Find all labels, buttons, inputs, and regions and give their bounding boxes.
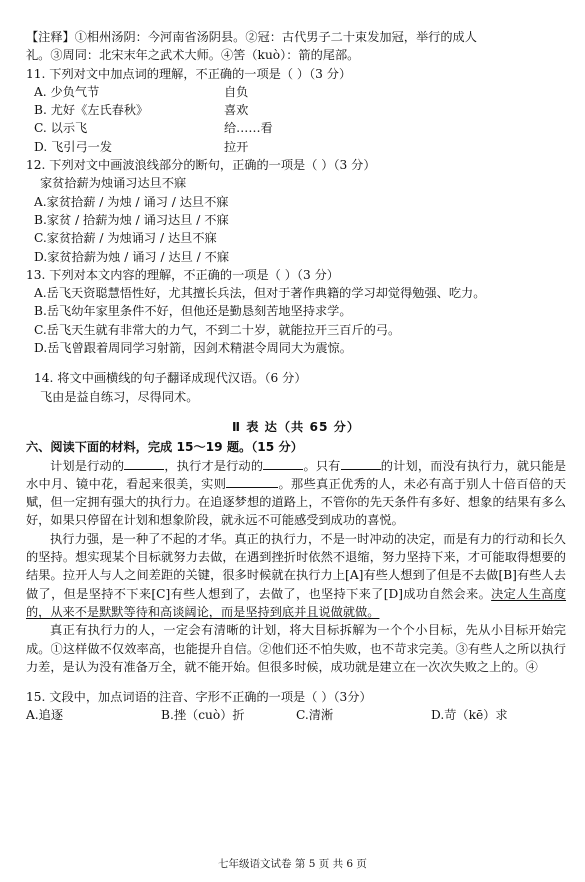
q11-option-a-gloss: 自负 — [224, 84, 249, 99]
blank-3[interactable] — [341, 457, 381, 470]
passage-paragraph-3: 真正有执行力的人，一定会有清晰的计划，将大目标拆解为一个个小目标，先从小目标开始完成。①这样做不仅效率高，也能提升自信。②他们还不怕失败，也不苛求完美。③有些人之所以执行力差，是认为没有准备万全，就不能开始。但很多时候，成功就是建立在一次次失败之上的。④ — [26, 623, 566, 674]
q11-option-c — [26, 119, 566, 137]
q12-stem: 12. 下列对文中画波浪线部分的断句，正确的一项是（ ）（3 分） — [26, 158, 376, 173]
q14-sentence: 飞由是益自练习，尽得同术。 — [40, 389, 199, 404]
passage-p2-a: 执行力强，是一种了不起的才华。真正的执行力，不是一时冲动的决定，而是有力的行动和长久的坚持。想实现某个目标就努力去做，在遇到挫折时依然不退缩，努力坚持下来，才可能取得想要的结果。拉开人与人之间差距的关键，很多时候就在执行力上[A]有些人想到了但是不去做[B]有些人去做了，但是坚持不下来[C]有些人想到了，去做了，也坚持下来了[D]成功自然会来。 — [26, 531, 566, 601]
q15-option-a: A.追逐 — [26, 708, 64, 723]
q13-option-a: A.岳飞天资聪慧悟性好，尤其擅长兵法，但对于著作典籍的学习却觉得勉强、吃力。 — [34, 286, 486, 301]
q15-option-d: D.苛（kē）求 — [431, 708, 508, 723]
section-heading: 六、阅读下面的材料，完成 15～19 题。（15 分） — [26, 440, 303, 455]
passage-p1-e: 。那些真正优秀的人，未必有高于别人十倍百倍的天赋，但一定拥有强大的执行力。在追逐梦想的道路上，不管你的先天条件有多好、想象的结果有多么好，如果只停留在计划和想象阶段，就永远不可能感受到成功的喜悦。 — [26, 476, 567, 528]
q13-stem: 13. 下列对本文内容的理解，不正确的一项是（ ）（3 分） — [26, 267, 339, 282]
q11-option-a — [26, 83, 566, 101]
passage-paragraph-1 — [26, 457, 566, 530]
q11-option-d-gloss: 拉开 — [224, 139, 249, 154]
passage-p1-a: 计划是行动的 — [50, 458, 125, 473]
exam-page — [26, 28, 566, 725]
blank-2[interactable] — [263, 457, 303, 470]
page-footer: 七年级语文试卷 第 5 页 共 6 页 — [218, 858, 367, 870]
q11-option-b-gloss: 喜欢 — [224, 103, 249, 118]
q11-option-a-text: A. 少负气节 — [34, 84, 100, 99]
q12-option-d: D.家贫拾薪为烛 / 诵习 / 达旦 / 不寐 — [34, 249, 230, 264]
q15-option-c: C.清淅 — [296, 708, 334, 723]
q14-stem: 14. 将文中画横线的句子翻译成现代汉语。（6 分） — [34, 371, 307, 386]
note-line-1: 【注释】①相州汤阴：今河南省汤阴县。②冠：古代男子二十束发加冠，举行的成人 — [26, 30, 477, 44]
q15-options — [26, 706, 566, 724]
q11-option-d-text: D. 飞引弓一发 — [34, 139, 113, 154]
passage-paragraph-2 — [26, 530, 566, 621]
passage-p2-underlined: 决定人生高度的，从来不是默默等待和高谈阔论，而是坚持到底并且说做就做。 — [26, 586, 567, 619]
q15-stem: 15. 文段中，加点词语的注音、字形不正确的一项是（ ）（3分） — [26, 690, 372, 705]
note-line-2: 礼。③周同：北宋末年之武术大师。④筈（kuò）：箭的尾部。 — [26, 48, 360, 63]
passage-p1-c: 。只有 — [303, 458, 341, 473]
q12-sentence: 家贫拾薪为烛诵习达旦不寐 — [40, 176, 187, 191]
q12-option-c: C.家贫拾薪 / 为烛诵习 / 达旦不寐 — [34, 231, 217, 246]
q15-option-b: B.挫（cuò）折 — [161, 708, 245, 723]
passage-p1-b: ，执行才是行动的 — [164, 458, 264, 473]
q11-option-d — [26, 138, 566, 156]
q13-option-c: C.岳飞天生就有非常大的力气，不到二十岁，就能拉开三百斤的弓。 — [34, 322, 401, 337]
blank-4[interactable] — [226, 475, 278, 488]
q12-option-b: B.家贫 / 拾薪为烛 / 诵习达旦 / 不寐 — [34, 212, 229, 227]
q11-option-b — [26, 101, 566, 119]
q11-stem: 11. 下列对文中加点词的理解，不正确的一项是（ ）（3 分） — [26, 66, 352, 81]
section-title: Ⅱ 表 达（共 65 分） — [231, 419, 361, 434]
blank-1[interactable] — [124, 457, 164, 470]
q11-option-b-text: B. 尤好《左氏春秋》 — [34, 103, 149, 118]
q12-option-a: A.家贫拾薪 / 为烛 / 诵习 / 达旦不寐 — [34, 194, 229, 209]
q13-option-b: B.岳飞幼年家里条件不好，但他还是勤恳刻苦地坚持求学。 — [34, 304, 352, 319]
passage-p1-d: 的计划，而没有执行力，就只能是水中月、镜中花，看起来很美，实则 — [26, 458, 567, 491]
q11-option-c-text: C. 以示飞 — [34, 121, 88, 136]
q13-option-d: D.岳飞曾跟着周同学习射箭，因剑术精湛令周同大为震惊。 — [34, 341, 352, 356]
q11-option-c-gloss: 给……看 — [224, 121, 273, 136]
